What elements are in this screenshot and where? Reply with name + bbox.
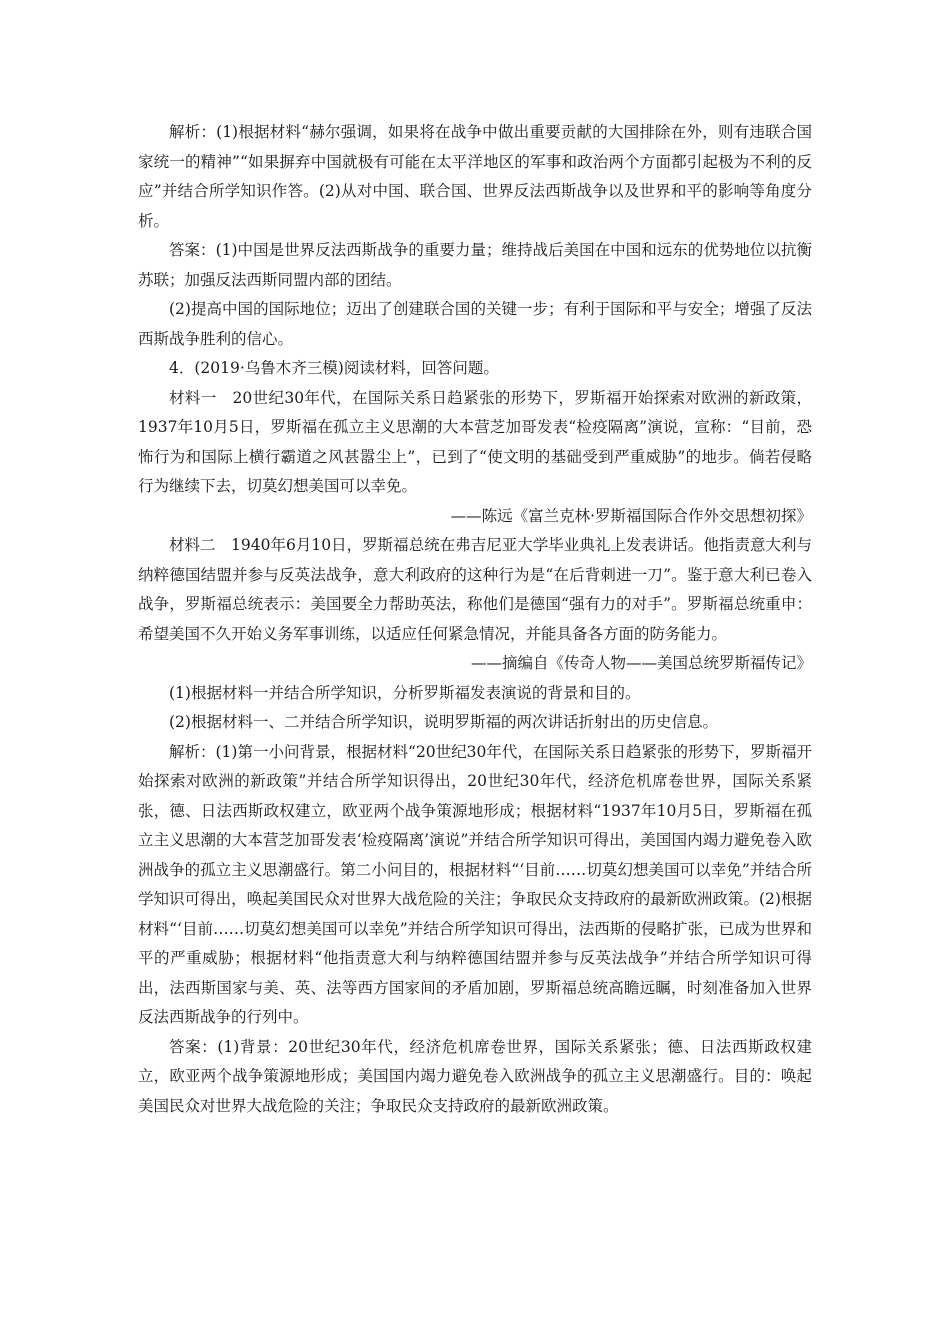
document-page (138, 118, 812, 1121)
question-4-heading: 4．(2019·乌鲁木齐三模)阅读材料，回答问题。 (169, 359, 499, 377)
answer-paragraph-q3-part1: 答案：(1)中国是世界反法西斯战争的重要力量；维持战后美国在中国和远东的优势地位以抗衡苏联；加强反法西斯同盟内部的团结。 (138, 241, 812, 289)
analysis-paragraph-q3: 解析：(1)根据材料“赫尔强调，如果将在战争中做出重要贡献的大国排除在外，则有违联合国家统一的精神”“如果摒弃中国就极有可能在太平洋地区的军事和政治两个方面都引起极为不利的反应”并结合所学知识作答。(2)从对中国、联合国、世界反法西斯战争以及世界和平的影响等角度分析。 (138, 123, 812, 230)
material-one-source: ——陈远《富兰克林·罗斯福国际合作外交思想初探》 (450, 506, 812, 525)
answer-paragraph-q3-part2: (2)提高中国的国际地位；迈出了创建联合国的关键一步；有利于国际和平与安全；增强了反法西斯战争胜利的信心。 (138, 300, 812, 348)
analysis-paragraph-q4: 解析：(1)第一小问背景，根据材料“20世纪30年代，在国际关系日趋紧张的形势下，罗斯福开始探索对欧洲的新政策”并结合所学知识得出，20世纪30年代，经济危机席卷世界，国际关系紧张，德、日法西斯政权建立，欧亚两个战争策源地形成；根据材料“1937年10月5日，罗斯福在孤立主义思潮的大本营芝加哥发表‘检疫隔离’演说”并结合所学知识可得出，美国国内竭力避免卷入欧洲战争的孤立主义思潮盛行。第二小问目的，根据材料“‘目前……切莫幻想美国可以幸免”并结合所学知识可得出，唤起美国民众对世界大战危险的关注；争取民众支持政府的最新欧洲政策。(2)根据材料“‘目前……切莫幻想美国可以幸免”并结合所学知识可得出，法西斯的侵略扩张，已成为世界和平的严重威胁；根据材料“他指责意大利与纳粹德国结盟并参与反英法战争”并结合所学知识可得出，法西斯国家与美、英、法等西方国家间的矛盾加剧，罗斯福总统高瞻远瞩，时刻准备加入世界反法西斯战争的行列中。 (138, 742, 812, 1026)
question-4-part1: (1)根据材料一并结合所学知识，分析罗斯福发表演说的背景和目的。 (169, 683, 641, 702)
material-one-paragraph: 材料一 20世纪30年代，在国际关系日趋紧张的形势下，罗斯福开始探索对欧洲的新政策，1937年10月5日，罗斯福在孤立主义思潮的大本营芝加哥发表“检疫隔离”演说，宣称：“目前，恐怖行为和国际上横行霸道之风甚嚣尘上”，已到了“使文明的基础受到严重威胁”的地步。倘若侵略行为继续下去，切莫幻想美国可以幸免。 (138, 388, 812, 495)
material-two-source: ——摘编自《传奇人物——美国总统罗斯福传记》 (470, 654, 812, 672)
material-two-paragraph: 材料二 1940年6月10日，罗斯福总统在弗吉尼亚大学毕业典礼上发表讲话。他指责意大利与纳粹德国结盟并参与反英法战争，意大利政府的这种行为是“在后背刺进一刀”。鉴于意大利已卷入战争，罗斯福总统表示：美国要全力帮助英法，称他们是德国“强有力的对手”。罗斯福总统重申：希望美国不久开始义务军事训练，以适应任何紧急情况，并能具备各方面的防务能力。 (138, 536, 812, 643)
question-4-part2: (2)根据材料一、二并结合所学知识，说明罗斯福的两次讲话折射出的历史信息。 (169, 713, 718, 731)
answer-paragraph-q4: 答案：(1)背景：20世纪30年代，经济危机席卷世界，国际关系紧张；德、日法西斯政权建立，欧亚两个战争策源地形成；美国国内竭力避免卷入欧洲战争的孤立主义思潮盛行。目的：唤起美国民众对世界大战危险的关注；争取民众支持政府的最新欧洲政策。 (138, 1037, 812, 1115)
